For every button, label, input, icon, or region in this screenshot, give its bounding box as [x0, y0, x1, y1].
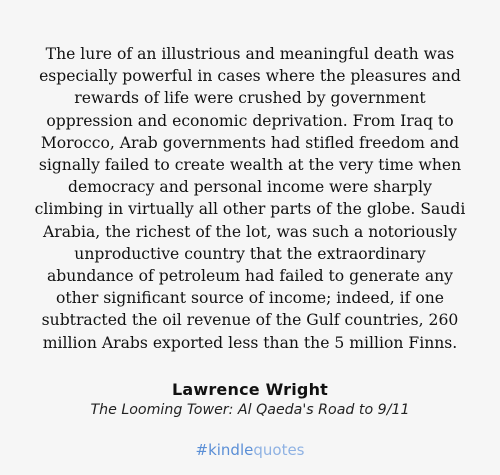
brand-prefix: #kindle: [195, 441, 254, 459]
book-title: The Looming Tower: Al Qaeda's Road to 9/11: [90, 402, 410, 418]
quote-line: other significant source of income; indeed, if one: [55, 289, 445, 308]
brand-suffix: quotes: [253, 441, 305, 459]
quote-line: Arabia, the richest of the lot, was such a notoriously: [43, 222, 457, 241]
author-name: Lawrence Wright: [171, 380, 329, 399]
quote-line: climbing in virtually all other parts of the globe. Saudi: [34, 200, 466, 219]
quote-line: subtracted the oil revenue of the Gulf countries, 260: [41, 311, 459, 330]
quote-line: democracy and personal income were sharply: [68, 178, 432, 197]
quote-line: Morocco, Arab governments had stifled freedom and: [40, 133, 460, 152]
quote-text: [28, 43, 472, 354]
quote-line: The lure of an illustrious and meaningful death was: [45, 45, 455, 63]
kindle-quotes-brand: [0, 441, 500, 459]
quote-line: oppression and economic deprivation. From Iraq to: [46, 111, 454, 130]
quote-line: unproductive country that the extraordinary: [74, 244, 426, 263]
quote-line: signally failed to create wealth at the very time when: [38, 156, 462, 175]
quote-line: abundance of petroleum had failed to generate any: [47, 267, 453, 286]
quote-line: million Arabs exported less than the 5 million Finns.: [42, 333, 458, 352]
quote-line: rewards of life were crushed by government: [74, 89, 426, 108]
quote-line: especially powerful in cases where the pleasures and: [39, 67, 461, 86]
